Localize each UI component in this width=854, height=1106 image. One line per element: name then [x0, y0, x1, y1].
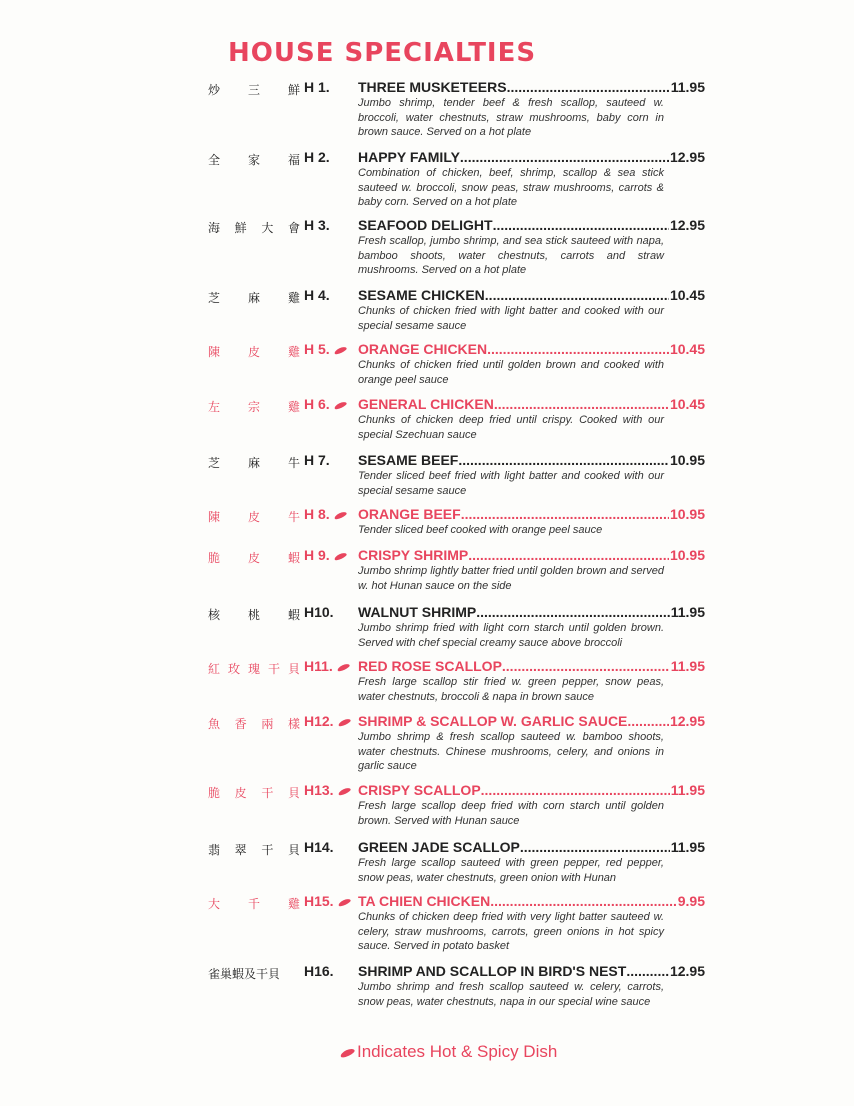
item-heading — [358, 604, 705, 620]
item-code-text: H 7. — [304, 452, 330, 468]
item-heading — [358, 287, 705, 303]
chinese-character: 陳 — [208, 345, 221, 359]
item-code-text: H11. — [304, 658, 333, 674]
item-code-text: H 6. — [304, 396, 330, 412]
chinese-character: 蝦 — [287, 608, 300, 622]
chinese-name — [208, 660, 300, 677]
chinese-character: 樣 — [287, 717, 300, 731]
item-description: Combination of chicken, beef, shrimp, scallop & sea stick sauteed w. broccoli, snow peas, straw mushrooms, carrots & baby corn. Served on a hot plate — [358, 167, 664, 208]
chili-pepper-icon — [337, 717, 351, 727]
item-heading — [358, 963, 705, 979]
dot-leader — [494, 396, 669, 412]
chinese-character: 雞 — [287, 291, 300, 305]
item-name: GENERAL CHICKEN — [358, 396, 494, 412]
spicy-legend — [340, 1042, 557, 1062]
item-name: TA CHIEN CHICKEN — [358, 893, 491, 909]
item-code — [304, 782, 356, 798]
item-code — [304, 341, 356, 357]
item-heading — [358, 341, 705, 357]
dot-leader — [461, 506, 669, 522]
item-code-text: H15. — [304, 893, 334, 909]
item-code-text: H13. — [304, 782, 334, 798]
item-price: 11.95 — [670, 839, 705, 855]
chinese-character: 干 — [261, 786, 274, 800]
item-description: Jumbo shrimp lightly batter fried until golden brown and served w. hot Hunan sauce on the side — [358, 565, 664, 592]
chinese-name — [208, 549, 300, 566]
dot-leader — [627, 713, 669, 729]
chinese-name — [208, 895, 300, 912]
chinese-character: 炒 — [208, 83, 221, 97]
chinese-character: 皮 — [247, 345, 260, 359]
chinese-name — [208, 343, 300, 360]
chili-pepper-icon — [333, 345, 347, 355]
chili-pepper-icon — [337, 786, 351, 796]
item-code — [304, 396, 356, 412]
chinese-character: 福 — [287, 153, 300, 167]
item-price: 10.95 — [669, 452, 705, 468]
chili-pepper-icon — [333, 510, 347, 520]
dot-leader — [458, 452, 669, 468]
dot-leader — [476, 604, 670, 620]
item-code-text: H 2. — [304, 149, 330, 165]
dot-leader — [520, 839, 670, 855]
chinese-character: 牛 — [287, 510, 300, 524]
chinese-name — [208, 219, 300, 236]
chinese-name — [208, 151, 300, 168]
chinese-character: 三 — [247, 83, 260, 97]
item-code — [304, 893, 356, 909]
item-description: Jumbo shrimp & fresh scallop sauteed w. bamboo shoots, water chestnuts. Chinese mushrooms, celery, and onions in garlic sauce — [358, 731, 664, 772]
item-price: 11.95 — [670, 79, 705, 95]
item-name: ORANGE BEEF — [358, 506, 461, 522]
chinese-character: 干 — [267, 662, 280, 676]
chinese-name — [208, 289, 300, 306]
item-code — [304, 547, 356, 563]
item-description: Tender sliced beef fried with light batter and cooked with our special sesame sauce — [358, 470, 664, 497]
item-price: 11.95 — [670, 658, 705, 674]
item-code-text: H 8. — [304, 506, 330, 522]
page-title: HOUSE SPECIALTIES — [228, 38, 537, 68]
chinese-character: 雞 — [287, 400, 300, 414]
item-code-text: H 4. — [304, 287, 330, 303]
chinese-character: 皮 — [234, 786, 247, 800]
dot-leader — [493, 217, 669, 233]
item-code-text: H 5. — [304, 341, 330, 357]
chinese-character: 皮 — [247, 551, 260, 565]
item-description: Jumbo shrimp, tender beef & fresh scallop, sauteed w. broccoli, water chestnuts, straw mushrooms, baby corn in brown sauce. Served on a hot plate — [358, 97, 664, 138]
item-heading — [358, 452, 705, 468]
item-code — [304, 839, 356, 855]
item-code-text: H 9. — [304, 547, 330, 563]
item-description: Fresh large scallop deep fried with corn starch until golden brown. Served with Hunan sauce — [358, 800, 664, 827]
item-name: WALNUT SHRIMP — [358, 604, 477, 620]
item-heading — [358, 149, 705, 165]
item-price: 9.95 — [677, 893, 705, 909]
chinese-character: 雞 — [287, 897, 300, 911]
item-description: Fresh large scallop stir fried w. green pepper, snow peas, water chestnuts, broccoli & napa in brown sauce — [358, 676, 664, 703]
item-name: HAPPY FAMILY — [358, 149, 460, 165]
chinese-character: 脆 — [208, 786, 221, 800]
chinese-character: 大 — [261, 221, 274, 235]
item-name: CRISPY SCALLOP — [358, 782, 481, 798]
item-code — [304, 604, 356, 620]
chinese-character: 香 — [234, 717, 247, 731]
item-description: Chunks of chicken fried until golden brown and cooked with orange peel sauce — [358, 359, 664, 386]
item-name: THREE MUSKETEERS — [358, 79, 507, 95]
item-price: 12.95 — [669, 963, 705, 979]
chinese-character: 干 — [261, 843, 274, 857]
dot-leader — [485, 287, 669, 303]
chinese-character: 雞 — [287, 345, 300, 359]
chinese-character: 麻 — [247, 291, 260, 305]
chinese-character: 魚 — [208, 717, 221, 731]
item-price: 10.95 — [669, 506, 705, 522]
chinese-character: 翡 — [208, 843, 221, 857]
chinese-character: 會 — [287, 221, 300, 235]
chinese-character: 貝 — [287, 843, 300, 857]
item-price: 10.95 — [669, 547, 705, 563]
item-heading — [358, 506, 705, 522]
dot-leader — [507, 79, 670, 95]
chinese-character: 紅 — [208, 662, 221, 676]
item-name: SESAME BEEF — [358, 452, 459, 468]
item-price: 10.45 — [669, 287, 705, 303]
dot-leader — [481, 782, 670, 798]
chinese-character: 芝 — [208, 291, 221, 305]
chinese-character: 脆 — [208, 551, 221, 565]
item-price: 12.95 — [669, 713, 705, 729]
chinese-character: 鮮 — [234, 221, 247, 235]
chinese-name — [208, 81, 300, 98]
item-code — [304, 452, 356, 468]
item-heading — [358, 396, 705, 412]
item-heading — [358, 893, 705, 909]
item-description: Jumbo shrimp fried with light corn starch until golden brown. Served with chef special creamy sauce above broccoli — [358, 622, 664, 649]
item-price: 11.95 — [670, 604, 705, 620]
item-heading — [358, 547, 705, 563]
item-heading — [358, 713, 705, 729]
item-heading — [358, 782, 705, 798]
item-code-text: H14. — [304, 839, 334, 855]
dot-leader — [487, 341, 669, 357]
chinese-character: 全 — [208, 153, 221, 167]
chinese-character: 芝 — [208, 456, 221, 470]
chinese-character: 皮 — [247, 510, 260, 524]
chinese-name — [208, 606, 300, 623]
item-price: 10.45 — [669, 396, 705, 412]
item-heading — [358, 658, 705, 674]
item-name: CRISPY SHRIMP — [358, 547, 469, 563]
item-heading — [358, 217, 705, 233]
dot-leader — [502, 658, 670, 674]
item-price: 10.45 — [669, 341, 705, 357]
chinese-character: 麻 — [247, 456, 260, 470]
chinese-name — [208, 965, 300, 982]
item-code — [304, 79, 356, 95]
chinese-character: 貝 — [287, 662, 300, 676]
item-description: Tender sliced beef cooked with orange peel sauce — [358, 524, 603, 536]
item-code — [304, 963, 356, 979]
chinese-name — [208, 454, 300, 471]
chili-pepper-icon — [339, 1047, 355, 1059]
chinese-character: 家 — [247, 153, 260, 167]
spicy-legend-text: Indicates Hot & Spicy Dish — [357, 1042, 558, 1061]
chinese-character: 海 — [208, 221, 221, 235]
item-name: SESAME CHICKEN — [358, 287, 485, 303]
item-description: Chunks of chicken fried with light batter and cooked with our special sesame sauce — [358, 305, 664, 332]
item-description: Jumbo shrimp and fresh scallop sauteed w. celery, carrots, snow peas, water chestnuts, napa in our special wine sauce — [358, 981, 664, 1008]
item-heading — [358, 79, 705, 95]
dot-leader — [460, 149, 669, 165]
chili-pepper-icon — [336, 662, 350, 672]
chinese-name — [208, 508, 300, 525]
item-price: 12.95 — [669, 149, 705, 165]
item-code — [304, 149, 356, 165]
item-name: SHRIMP AND SCALLOP IN BIRD'S NEST — [358, 963, 627, 979]
chinese-name — [208, 841, 300, 858]
chinese-name — [208, 398, 300, 415]
item-description: Chunks of chicken deep fried until crispy. Cooked with our special Szechuan sauce — [358, 414, 664, 441]
item-name: SEAFOOD DELIGHT — [358, 217, 493, 233]
item-code — [304, 506, 356, 522]
item-code — [304, 713, 356, 729]
chinese-character: 大 — [208, 897, 221, 911]
chinese-character: 翠 — [234, 843, 247, 857]
item-code-text: H12. — [304, 713, 334, 729]
dot-leader — [626, 963, 669, 979]
chinese-character: 核 — [208, 608, 221, 622]
item-name: ORANGE CHICKEN — [358, 341, 488, 357]
item-code-text: H 3. — [304, 217, 330, 233]
chinese-character: 玫 — [227, 662, 240, 676]
chinese-character: 陳 — [208, 510, 221, 524]
item-name: SHRIMP & SCALLOP W. GARLIC SAUCE — [358, 713, 628, 729]
chinese-character: 貝 — [287, 786, 300, 800]
chinese-character: 雀巢蝦及干貝 — [208, 967, 281, 981]
item-code — [304, 287, 356, 303]
chinese-name — [208, 784, 300, 801]
chinese-character: 桃 — [247, 608, 260, 622]
item-description: Fresh scallop, jumbo shrimp, and sea stick sauteed with napa, bamboo shoots, water chestnuts, carrots and straw mushrooms. Served on a hot plate — [358, 235, 664, 276]
chinese-character: 宗 — [247, 400, 260, 414]
item-code-text: H 1. — [304, 79, 330, 95]
item-price: 11.95 — [670, 782, 705, 798]
dot-leader — [468, 547, 669, 563]
item-code — [304, 217, 356, 233]
item-price: 12.95 — [669, 217, 705, 233]
chili-pepper-icon — [337, 897, 351, 907]
item-code-text: H10. — [304, 604, 334, 620]
item-heading — [358, 839, 705, 855]
item-code — [304, 658, 356, 674]
item-description: Chunks of chicken deep fried with very light batter sauteed w. celery, straw mushrooms, carrots, green onions in hot spicy sauce. Served in potato basket — [358, 911, 664, 952]
chinese-character: 瑰 — [247, 662, 260, 676]
chinese-character: 牛 — [287, 456, 300, 470]
chili-pepper-icon — [333, 551, 347, 561]
chinese-character: 蝦 — [287, 551, 300, 565]
dot-leader — [490, 893, 677, 909]
chinese-character: 千 — [247, 897, 260, 911]
chinese-name — [208, 715, 300, 732]
item-code-text: H16. — [304, 963, 334, 979]
chili-pepper-icon — [333, 400, 347, 410]
chinese-character: 兩 — [261, 717, 274, 731]
chinese-character: 左 — [208, 400, 221, 414]
item-name: GREEN JADE SCALLOP — [358, 839, 520, 855]
chinese-character: 鮮 — [287, 83, 300, 97]
item-name: RED ROSE SCALLOP — [358, 658, 502, 674]
item-description: Fresh large scallop sauteed with green pepper, red pepper, snow peas, water chestnuts, green onion with Hunan — [358, 857, 664, 884]
